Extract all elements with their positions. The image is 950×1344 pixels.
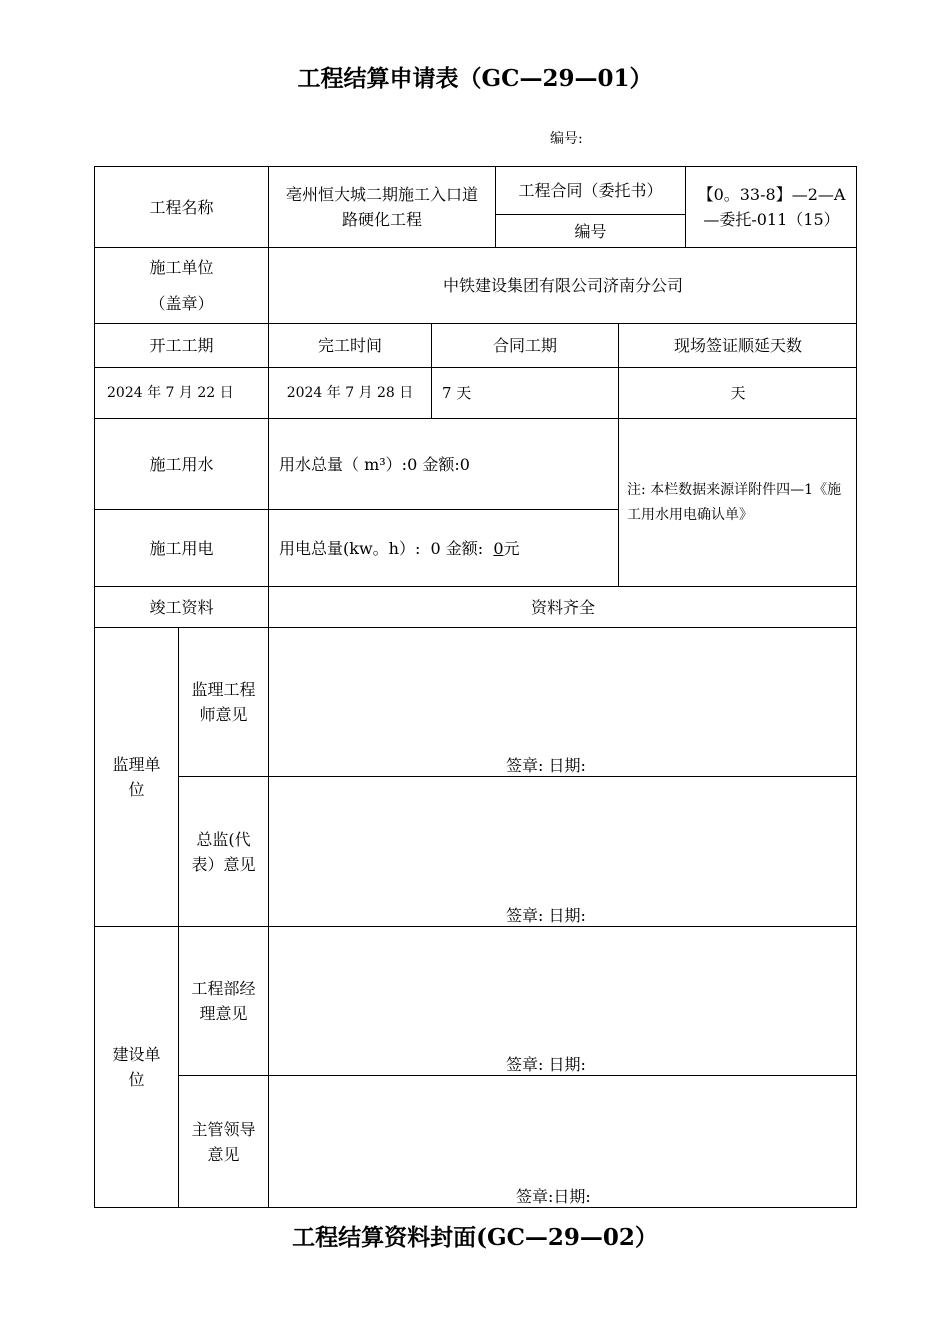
chief-supervisor-label: 总监(代表）意见 [179, 777, 269, 927]
utility-note: 注: 本栏数据来源详附件四—1《施工用水用电确认单》 [619, 419, 857, 587]
signature-date-label: 签章: 日期: [506, 1055, 586, 1074]
contract-period: 7 天 [432, 368, 619, 419]
water-usage: 用水总量（ m³）:0 金额:0 [269, 419, 619, 510]
completion-value: 资料齐全 [269, 587, 857, 628]
extension-header: 现场签证顺延天数 [619, 324, 857, 368]
settlement-form-table [94, 166, 857, 1208]
supervision-engineer-label: 监理工程师意见 [179, 628, 269, 777]
extension-days: 天 [619, 368, 857, 419]
dept-manager-label: 工程部经理意见 [179, 927, 269, 1076]
power-text: 用电总量(kw。h）: 0 金额: [279, 538, 494, 558]
contractor-name: 中铁建设集团有限公司济南分公司 [269, 248, 857, 324]
construction-unit-label: 建设单位 [95, 927, 179, 1207]
contractor-label-cell [95, 248, 269, 324]
contract-label: 工程合同（委托书） [496, 167, 686, 215]
page-title: 工程结算申请表（GC—29—01） [297, 65, 653, 92]
project-name-label: 工程名称 [95, 167, 269, 248]
start-date: 2024 年 7 月 22 日 [95, 368, 269, 419]
completion-label: 竣工资料 [95, 587, 269, 628]
water-label: 施工用水 [95, 419, 269, 510]
leader-label: 主管领导意见 [179, 1076, 269, 1207]
seal-label: （盖章） [149, 293, 214, 313]
contractor-label: 施工单位 [149, 257, 214, 277]
finish-date: 2024 年 7 月 28 日 [269, 368, 432, 419]
contract-number-value: 【0。33-8】—2—A—委托-011（15） [686, 167, 857, 248]
footer-title: 工程结算资料封面(GC—29—02） [292, 1224, 658, 1251]
project-name-value: 亳州恒大城二期施工入口道路硬化工程 [269, 167, 496, 248]
serial-number-label: 编号: [550, 131, 583, 147]
signature-date-label: 签章: 日期: [506, 906, 586, 925]
start-header: 开工工期 [95, 324, 269, 368]
supervision-unit-label: 监理单位 [95, 628, 179, 927]
signature-date-label: 签章: 日期: [506, 756, 586, 775]
power-usage [269, 510, 619, 587]
power-amount: 0 [493, 538, 504, 558]
period-header: 合同工期 [432, 324, 619, 368]
finish-header: 完工时间 [269, 324, 432, 368]
power-label: 施工用电 [95, 510, 269, 587]
power-unit: 元 [503, 538, 520, 558]
signature-date-label: 签章:日期: [516, 1187, 591, 1206]
number-label: 编号 [496, 215, 686, 248]
